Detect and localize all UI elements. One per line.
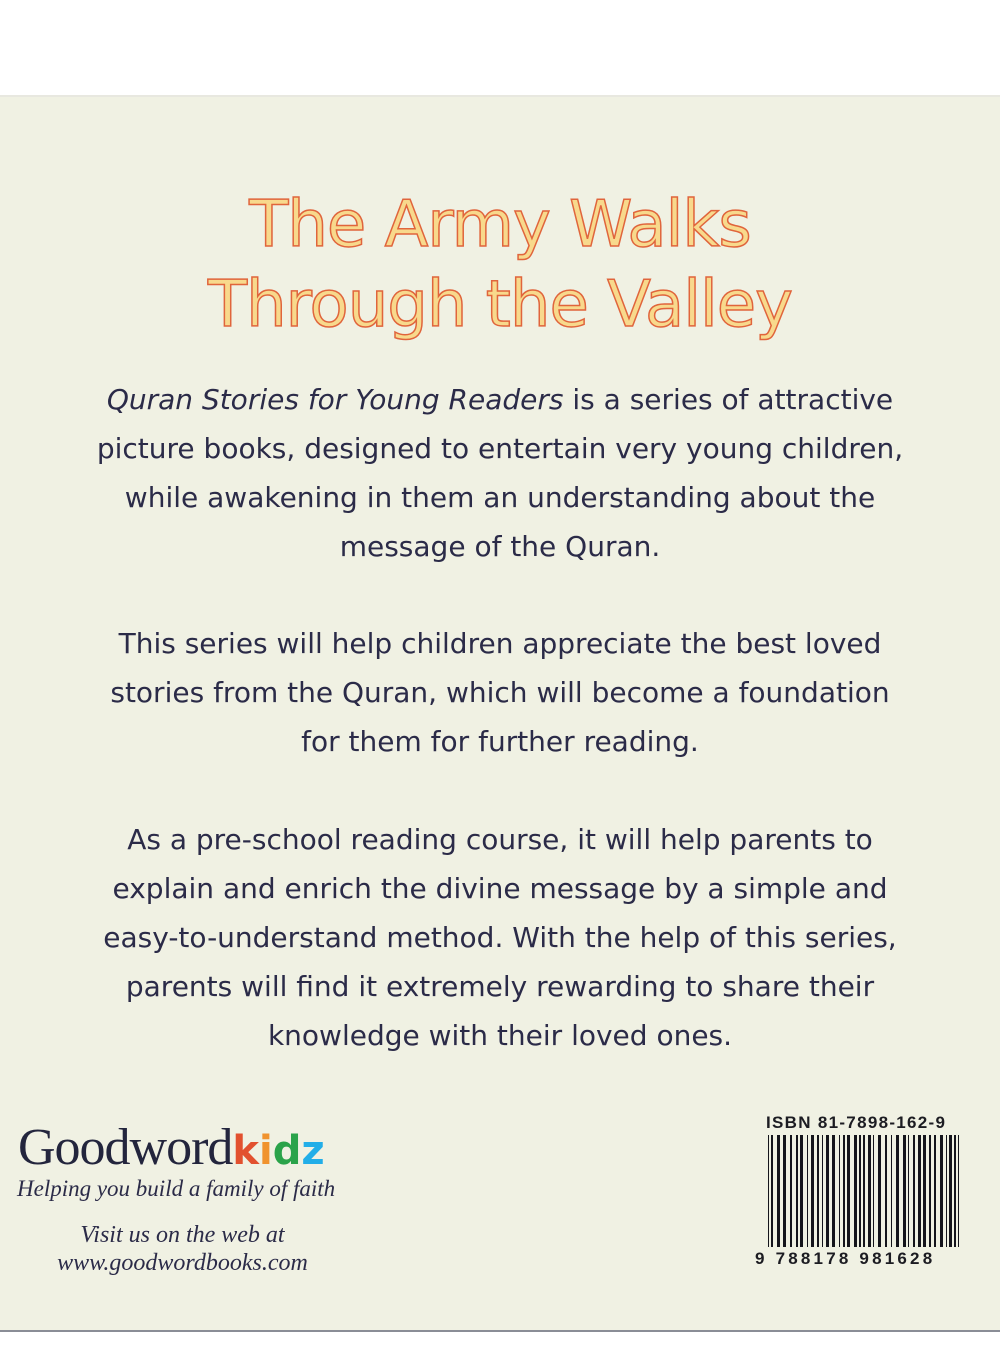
- text-line: This series will help children appreciate the best loved: [118, 627, 882, 660]
- barcode-bar: [817, 1135, 819, 1247]
- ean-number: 9 788178 981628: [755, 1249, 936, 1268]
- barcode-bar: [896, 1135, 899, 1247]
- barcode-bar: [790, 1135, 792, 1247]
- text-line: is a series of attractive: [563, 383, 894, 416]
- barcode-bar: [796, 1135, 798, 1247]
- barcode-bar: [826, 1135, 829, 1247]
- barcode-bar: [768, 1135, 769, 1247]
- brand-name: Goodword: [18, 1119, 233, 1176]
- text-line: stories from the Quran, which will become a foundation: [110, 676, 890, 709]
- description-paragraph-2: [0, 619, 1000, 766]
- text-line: while awakening in them an understanding about the: [124, 481, 876, 514]
- barcode-bar: [863, 1135, 865, 1247]
- barcode-bar: [859, 1135, 861, 1247]
- barcode: [768, 1135, 960, 1247]
- kidz-letter: i: [259, 1128, 273, 1174]
- description-paragraph-3: [0, 815, 1000, 1060]
- barcode-bar: [891, 1135, 892, 1247]
- text-line: easy-to-understand method. With the help of this series,: [103, 921, 897, 954]
- isbn-label: ISBN 81-7898-162-9: [766, 1113, 947, 1132]
- text-line: for them for further reading.: [301, 725, 699, 758]
- barcode-bar: [934, 1135, 936, 1247]
- barcode-bar: [940, 1135, 943, 1247]
- barcode-bar: [822, 1135, 823, 1247]
- barcode-bar: [873, 1135, 874, 1247]
- barcode-bar: [929, 1135, 931, 1247]
- barcode-bar: [854, 1135, 857, 1247]
- barcode-bar: [885, 1135, 887, 1247]
- publisher-tagline: Helping you build a family of faith: [17, 1176, 336, 1201]
- barcode-bar: [811, 1135, 814, 1247]
- description-paragraph-1: [0, 375, 1000, 571]
- barcode-bar: [847, 1135, 850, 1247]
- barcode-bar: [771, 1135, 773, 1247]
- barcode-bar: [807, 1135, 808, 1247]
- barcode-bar: [958, 1135, 959, 1247]
- barcode-bar: [878, 1135, 881, 1247]
- barcode-bar: [949, 1135, 952, 1247]
- barcode-bar: [839, 1135, 840, 1247]
- barcode-bar: [923, 1135, 926, 1247]
- publisher-logo: [18, 1118, 325, 1177]
- barcode-bar: [783, 1135, 786, 1247]
- book-title-line-1: The Army Walks: [249, 188, 751, 262]
- barcode-bar: [843, 1135, 845, 1247]
- text-line: As a pre-school reading course, it will help parents to: [127, 823, 873, 856]
- barcode-bar: [918, 1135, 921, 1247]
- barcode-bar: [777, 1135, 780, 1247]
- text-line: knowledge with their loved ones.: [267, 1019, 733, 1052]
- kidz-letter: d: [272, 1128, 302, 1174]
- barcode-bar: [954, 1135, 956, 1247]
- text-line: explain and enrich the divine message by a simple and: [112, 872, 888, 905]
- text-line: parents will find it extremely rewarding to share their: [125, 970, 875, 1003]
- barcode-bar: [800, 1135, 803, 1247]
- kidz-letter: k: [232, 1128, 260, 1174]
- barcode-bar: [903, 1135, 906, 1247]
- book-title-line-2: Through the Valley: [207, 268, 793, 342]
- kidz-logo: [232, 1128, 324, 1174]
- kidz-letter: z: [301, 1128, 325, 1174]
- barcode-bar: [913, 1135, 915, 1247]
- barcode-bar: [832, 1135, 835, 1247]
- barcode-bar: [946, 1135, 947, 1247]
- visit-text: Visit us on the web at: [80, 1222, 285, 1248]
- website-url: www.goodwordbooks.com: [57, 1250, 308, 1276]
- series-name: Quran Stories for Young Readers: [106, 383, 564, 416]
- barcode-bar: [868, 1135, 871, 1247]
- text-line: picture books, designed to entertain very young children,: [96, 432, 904, 465]
- barcode-bar: [908, 1135, 909, 1247]
- text-line: message of the Quran.: [339, 530, 661, 563]
